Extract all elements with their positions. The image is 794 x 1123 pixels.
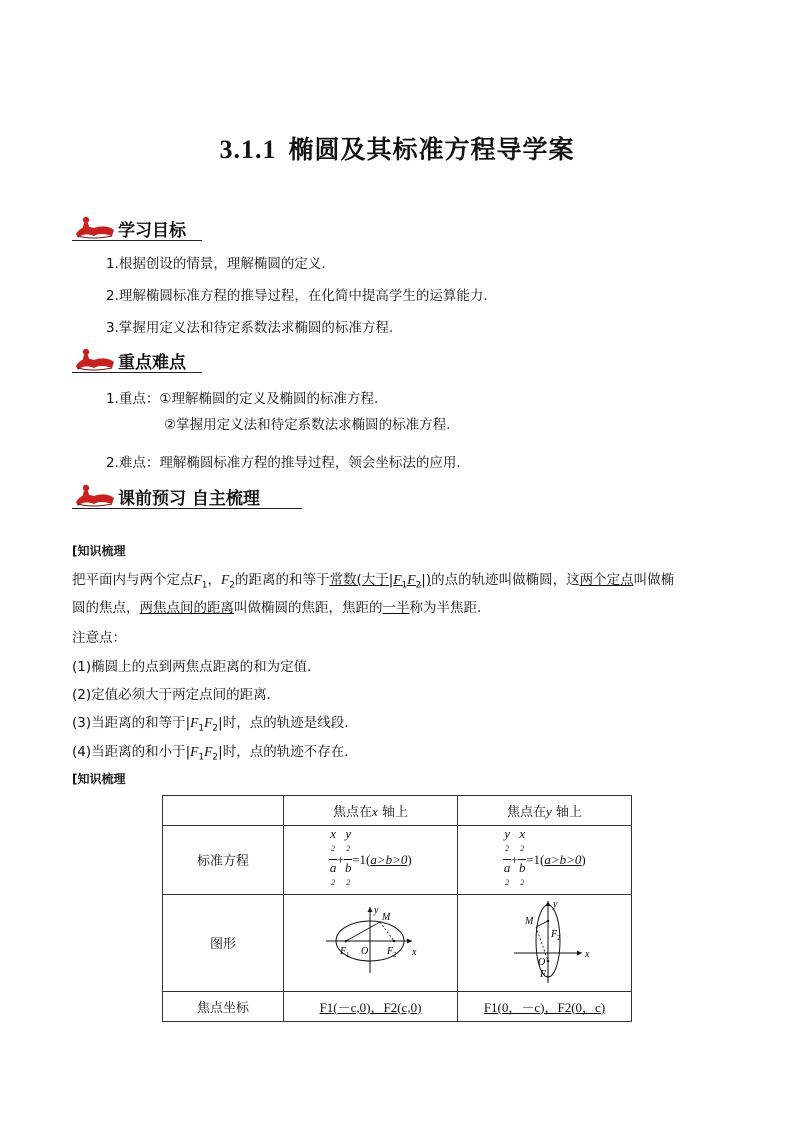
title-text: 椭圆及其标准方程导学案 bbox=[288, 135, 575, 164]
svg-text:y: y bbox=[374, 904, 379, 916]
row-label-equation: 标准方程 bbox=[163, 826, 284, 895]
section-heading: 学习目标 bbox=[118, 221, 186, 241]
section-underline bbox=[72, 508, 302, 509]
note-title: 注意点： bbox=[72, 630, 126, 646]
svg-text:M: M bbox=[525, 915, 534, 927]
section-underline bbox=[72, 372, 202, 373]
table-header-x: 焦点在x 轴上 bbox=[284, 796, 458, 826]
badge-figure-icon bbox=[72, 214, 118, 240]
ellipse-table bbox=[162, 795, 632, 1022]
svg-text:x: x bbox=[585, 948, 590, 960]
note-item: (4)当距离的和小于$|F_1F_2|$时，点的轨迹不存在． bbox=[72, 744, 358, 763]
difficult-point: 2.难点：理解椭圆标准方程的推导过程，领会坐标法的应用. bbox=[106, 455, 461, 471]
svg-text:y: y bbox=[553, 898, 558, 910]
goal-item: 3.掌握用定义法和待定系数法求椭圆的标准方程. bbox=[106, 320, 394, 336]
svg-text:F: F bbox=[540, 968, 547, 980]
svg-text:2: 2 bbox=[557, 933, 561, 942]
svg-text:1: 1 bbox=[346, 950, 350, 959]
svg-text:F: F bbox=[387, 945, 394, 957]
svg-text:F: F bbox=[340, 945, 347, 957]
key-point-1: 1.重点：①理解椭圆的定义及椭圆的标准方程. bbox=[106, 391, 379, 407]
table-header-y: 焦点在y 轴上 bbox=[458, 796, 632, 826]
table-corner bbox=[163, 796, 284, 826]
row-label-figure: 图形 bbox=[163, 894, 284, 991]
section-heading: 课前预习 自主梳理 bbox=[118, 489, 260, 509]
ellipse-x-figure bbox=[284, 895, 457, 987]
goal-item: 2.理解椭圆标准方程的推导过程，在化简中提高学生的运算能力. bbox=[106, 288, 488, 304]
definition-line-2: 圆的焦点，两焦点间的距离叫做椭圆的焦距，焦距的一半称为半焦距． bbox=[72, 600, 491, 616]
knowledge-label: [知识梳理 bbox=[72, 544, 126, 558]
goal-item: 1.根据创设的情景，理解椭圆的定义. bbox=[106, 256, 326, 272]
key-point-2: ②掌握用定义法和待定系数法求椭圆的标准方程. bbox=[164, 417, 451, 433]
title-number: 3.1.1 bbox=[219, 135, 277, 164]
figure-y bbox=[458, 894, 632, 991]
badge-figure-icon bbox=[72, 482, 118, 508]
foci-x: F1(－c,0)，F2(c,0) bbox=[284, 991, 458, 1021]
figure-x bbox=[284, 894, 458, 991]
svg-text:O: O bbox=[361, 945, 369, 957]
note-item: (1)椭圆上的点到两焦点距离的和为定值． bbox=[72, 659, 321, 675]
page-title bbox=[0, 130, 794, 166]
note-item: (2)定值必须大于两定点间的距离． bbox=[72, 687, 281, 703]
ellipse-y-figure bbox=[458, 895, 631, 987]
svg-text:M: M bbox=[382, 911, 391, 923]
note-item: (3)当距离的和等于$|F_1F_2|$时，点的轨迹是线段． bbox=[72, 715, 358, 734]
foci-y: F1(0，－c)，F2(0，c) bbox=[458, 991, 632, 1021]
row-label-foci: 焦点坐标 bbox=[163, 991, 284, 1021]
knowledge-label: [知识梳理 bbox=[72, 772, 126, 786]
section-underline bbox=[72, 240, 202, 241]
svg-text:2: 2 bbox=[393, 950, 397, 959]
svg-text:O: O bbox=[538, 956, 546, 968]
definition-line-1: 把平面内与两个定点$F_1$，$F_2$的距离的和等于常数(大于$|F_1F_2|$)的点的轨迹叫做椭圆，这两个定点叫做椭 bbox=[72, 572, 675, 591]
svg-text:1: 1 bbox=[546, 973, 550, 982]
section-heading: 重点难点 bbox=[118, 353, 186, 373]
section-preview bbox=[72, 480, 312, 510]
svg-text:F: F bbox=[551, 928, 558, 940]
section-key bbox=[72, 344, 312, 374]
section-goals bbox=[72, 212, 312, 242]
equation-y: y $^2$ a $^2$ + x $^2$ b $^2$ =1(a>b>0) bbox=[458, 826, 632, 895]
badge-figure-icon bbox=[72, 346, 118, 372]
svg-text:x: x bbox=[412, 946, 417, 958]
equation-x: x $^2$ a $^2$ + y $^2$ b $^2$ =1(a>b>0) bbox=[284, 826, 458, 895]
